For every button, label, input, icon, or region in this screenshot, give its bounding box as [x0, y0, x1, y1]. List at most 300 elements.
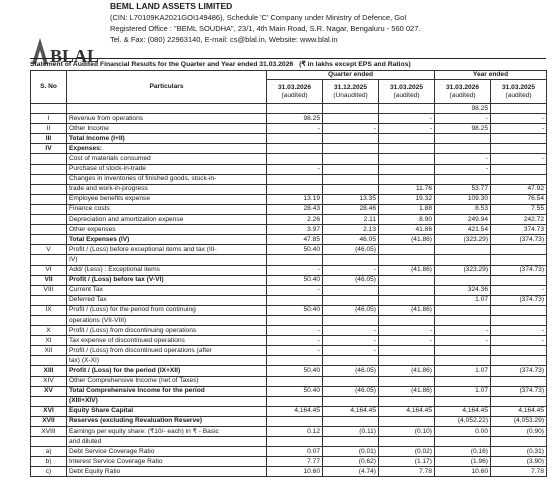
row-sno: X — [31, 326, 67, 336]
row-value: (41.86) — [379, 265, 435, 275]
table-row — [31, 346, 547, 356]
row-value: - — [435, 164, 491, 174]
row-particular: Other Income — [67, 124, 267, 134]
row-particular: Profit / (Loss) from discontinued operations (after — [67, 346, 267, 356]
row-particular: Debt Equity Ratio — [67, 467, 267, 477]
col-header-1: 31.12.2025 (Unaudited) — [323, 80, 379, 104]
sno-header: S. No — [31, 71, 67, 104]
table-row — [31, 174, 547, 184]
row-value: 7.55 — [491, 204, 547, 214]
row-value — [491, 305, 547, 315]
row-value: 0.12 — [267, 427, 323, 437]
row-value: (0.90) — [491, 427, 547, 437]
row-value: 4,164.45 — [491, 406, 547, 416]
row-value — [267, 255, 323, 265]
row-value: 0.07 — [267, 447, 323, 457]
row-sno: IX — [31, 305, 67, 315]
row-value: 50.40 — [267, 386, 323, 396]
row-value: 1.07 — [435, 366, 491, 376]
col-header-3: 31.03.2026 (audited) — [435, 80, 491, 104]
row-value: - — [267, 285, 323, 295]
row-value — [323, 437, 379, 447]
row-value: 50.40 — [267, 275, 323, 285]
row-value — [267, 315, 323, 325]
row-value — [435, 315, 491, 325]
row-value: 13.35 — [323, 194, 379, 204]
row-sno: III — [31, 134, 67, 144]
row-value — [491, 376, 547, 386]
row-sno: VIII — [31, 285, 67, 295]
row-particular: trade and work-in-progress — [67, 184, 267, 194]
statement-title: Statement of Audited Financial Results for the Quarter and Year ended 31.03.2026 — [30, 61, 294, 68]
row-sno — [31, 204, 67, 214]
table-row — [31, 366, 547, 376]
row-value: 7.78 — [379, 467, 435, 477]
row-value: 4,164.45 — [323, 406, 379, 416]
row-value: 7.77 — [267, 457, 323, 467]
row-value: 28.43 — [267, 204, 323, 214]
unit-note: (₹ in lakhs except EPS and Ratios) — [299, 61, 411, 68]
row-value — [491, 437, 547, 447]
row-sno: a) — [31, 447, 67, 457]
row-value: (0.31) — [491, 447, 547, 457]
row-particular: Interest Service Coverage Ratio — [67, 457, 267, 467]
row-value: 10.60 — [435, 467, 491, 477]
row-value — [323, 104, 379, 114]
row-value: (46.05) — [323, 386, 379, 396]
row-value: 47.85 — [267, 235, 323, 245]
row-particular: Profit / (Loss) for the period (IX+XII) — [67, 366, 267, 376]
row-value: (46.05) — [323, 275, 379, 285]
row-value — [435, 245, 491, 255]
row-value: 98.25 — [435, 104, 491, 114]
row-value: 28.46 — [323, 204, 379, 214]
row-value: 10.60 — [267, 467, 323, 477]
row-value: - — [267, 164, 323, 174]
row-value — [379, 174, 435, 184]
row-value — [267, 104, 323, 114]
row-sno — [31, 194, 67, 204]
statement-title-row — [30, 58, 546, 70]
table-row — [31, 336, 547, 346]
row-value — [379, 164, 435, 174]
row-sno — [31, 235, 67, 245]
row-sno: XIV — [31, 376, 67, 386]
row-particular: Profit / (Loss) before tax (V-VI) — [67, 275, 267, 285]
row-value: (46.05) — [323, 245, 379, 255]
row-value: 3.97 — [267, 225, 323, 235]
table-body — [31, 104, 547, 477]
row-particular: Revenue from operations — [67, 114, 267, 124]
table-row — [31, 235, 547, 245]
row-sno — [31, 295, 67, 305]
row-particular: Deferred Tax — [67, 295, 267, 305]
row-sno: b) — [31, 457, 67, 467]
row-particular: Other expenses — [67, 225, 267, 235]
row-value: - — [379, 114, 435, 124]
table-row — [31, 255, 547, 265]
row-value: 1.07 — [435, 295, 491, 305]
row-value: 242.72 — [491, 215, 547, 225]
table-row — [31, 144, 547, 154]
row-value — [491, 346, 547, 356]
table-row — [31, 225, 547, 235]
row-particular: Other Comprehensive Income (net of Taxes) — [67, 376, 267, 386]
row-value: 421.54 — [435, 225, 491, 235]
row-value: (3.90) — [491, 457, 547, 467]
row-value: 98.25 — [435, 124, 491, 134]
row-sno — [31, 154, 67, 164]
row-sno: VI — [31, 265, 67, 275]
row-value: (41.86) — [379, 366, 435, 376]
row-value: 1.07 — [435, 386, 491, 396]
row-value: 50.40 — [267, 366, 323, 376]
company-cin: (CIN: L70109KA2021GOI149486), Schedule 'C' Company under Ministry of Defence, GoI — [110, 13, 407, 22]
row-value: (41.86) — [379, 235, 435, 245]
row-particular: Purchase of stock-in-trade — [67, 164, 267, 174]
row-value: - — [267, 346, 323, 356]
table-row — [31, 427, 547, 437]
row-particular: Depreciation and amortization expense — [67, 215, 267, 225]
row-particular: Profit / (Loss) from discontinuing operations — [67, 326, 267, 336]
row-value — [491, 164, 547, 174]
row-value — [379, 285, 435, 295]
table-row — [31, 356, 547, 366]
row-sno: V — [31, 245, 67, 255]
row-sno — [31, 215, 67, 225]
table-row — [31, 386, 547, 396]
row-value: - — [267, 336, 323, 346]
row-sno — [31, 255, 67, 265]
row-value — [267, 416, 323, 426]
row-value — [379, 275, 435, 285]
row-value — [323, 114, 379, 124]
row-value — [323, 184, 379, 194]
table-row — [31, 396, 547, 406]
table-row — [31, 457, 547, 467]
row-value — [491, 356, 547, 366]
row-value — [435, 346, 491, 356]
row-particular: Total Expenses (IV) — [67, 235, 267, 245]
table-row — [31, 315, 547, 325]
row-particular: operations (VII-VIII) — [67, 315, 267, 325]
row-value — [435, 396, 491, 406]
row-value — [379, 144, 435, 154]
row-value: 50.40 — [267, 305, 323, 315]
row-value: - — [491, 326, 547, 336]
row-value — [379, 134, 435, 144]
company-name: BEML LAND ASSETS LIMITED — [110, 1, 233, 11]
table-row — [31, 437, 547, 447]
row-value — [435, 305, 491, 315]
row-value — [323, 134, 379, 144]
row-value: - — [323, 336, 379, 346]
row-value — [267, 134, 323, 144]
row-value — [435, 376, 491, 386]
table-row — [31, 376, 547, 386]
row-value — [267, 144, 323, 154]
table-row — [31, 326, 547, 336]
row-value — [267, 356, 323, 366]
row-value: 53.77 — [435, 184, 491, 194]
row-value — [435, 255, 491, 265]
row-value: (1.96) — [435, 457, 491, 467]
col-header-2: 31.03.2025 (audited) — [379, 80, 435, 104]
col-header-0: 31.03.2026 (audited) — [267, 80, 323, 104]
row-particular: tax) (X-XI) — [67, 356, 267, 366]
row-value — [267, 184, 323, 194]
logo-text: BLAL — [50, 46, 100, 66]
row-value — [267, 154, 323, 164]
row-value — [379, 396, 435, 406]
row-sno: VII — [31, 275, 67, 285]
row-value: 47.92 — [491, 184, 547, 194]
table-row — [31, 265, 547, 275]
row-sno: XVII — [31, 416, 67, 426]
row-value: (374.73) — [491, 295, 547, 305]
row-value: - — [323, 265, 379, 275]
row-value: 76.54 — [491, 194, 547, 204]
quarter-ended-header: Quarter ended — [267, 71, 435, 80]
row-value — [323, 376, 379, 386]
table-row — [31, 164, 547, 174]
company-header — [110, 1, 420, 45]
row-particular: Employee benefits expense — [67, 194, 267, 204]
row-value — [323, 295, 379, 305]
row-sno: XII — [31, 346, 67, 356]
row-value: - — [267, 326, 323, 336]
row-value: - — [435, 154, 491, 164]
row-particular: Expenses: — [67, 144, 267, 154]
row-value: (0.16) — [435, 447, 491, 457]
row-particular: IV) — [67, 255, 267, 265]
row-value: 41.86 — [379, 225, 435, 235]
row-value — [323, 416, 379, 426]
row-value: - — [323, 124, 379, 134]
row-value — [435, 356, 491, 366]
table-row — [31, 447, 547, 457]
row-value: - — [491, 154, 547, 164]
row-value — [323, 285, 379, 295]
row-value — [379, 356, 435, 366]
row-value — [267, 437, 323, 447]
table-row — [31, 184, 547, 194]
row-value: (374.73) — [491, 235, 547, 245]
row-particular — [67, 104, 267, 114]
row-value: (46.05) — [323, 366, 379, 376]
row-value: 98.25 — [267, 114, 323, 124]
row-value — [379, 416, 435, 426]
row-value: 19.32 — [379, 194, 435, 204]
row-particular: Reserves (excluding Revaluation Reserve) — [67, 416, 267, 426]
row-value: - — [491, 336, 547, 346]
table-row — [31, 215, 547, 225]
row-value — [379, 245, 435, 255]
row-value: (323.29) — [435, 235, 491, 245]
table-row — [31, 154, 547, 164]
row-sno — [31, 315, 67, 325]
table-row — [31, 134, 547, 144]
row-sno: XI — [31, 336, 67, 346]
row-sno — [31, 437, 67, 447]
row-value — [267, 295, 323, 305]
row-particular: Changes in inventories of finished goods, stock-in- — [67, 174, 267, 184]
table-row — [31, 245, 547, 255]
table-row — [31, 406, 547, 416]
row-sno — [31, 184, 67, 194]
row-value — [435, 275, 491, 285]
row-sno — [31, 174, 67, 184]
row-value — [379, 104, 435, 114]
row-particular: Debt Service Coverage Ratio — [67, 447, 267, 457]
row-particular: Total Comprehensive Income for the period — [67, 386, 267, 396]
row-particular: Earnings per equity share: (₹10/- each) in ₹ - Basic — [67, 427, 267, 437]
row-value: 11.76 — [379, 184, 435, 194]
row-value: (0.01) — [323, 447, 379, 457]
row-particular: Current Tax — [67, 285, 267, 295]
row-value — [323, 164, 379, 174]
row-value: - — [435, 326, 491, 336]
table-row — [31, 416, 547, 426]
table-row — [31, 124, 547, 134]
row-value — [323, 396, 379, 406]
row-sno: c) — [31, 467, 67, 477]
row-particular: Cost of materials consumed — [67, 154, 267, 164]
row-value — [267, 376, 323, 386]
row-value: 324.36 — [435, 285, 491, 295]
row-value: 374.73 — [491, 225, 547, 235]
row-value: - — [379, 336, 435, 346]
row-value: (0.02) — [379, 447, 435, 457]
col-header-4: 31.03.2025 (audited) — [491, 80, 547, 104]
row-value — [379, 437, 435, 447]
row-value: - — [491, 114, 547, 124]
row-value — [323, 315, 379, 325]
row-value: 50.40 — [267, 245, 323, 255]
row-value: (0.11) — [323, 427, 379, 437]
row-value — [379, 295, 435, 305]
row-particular: Equity Share Capital — [67, 406, 267, 416]
row-value: (41.86) — [379, 386, 435, 396]
row-value: 4,164.45 — [379, 406, 435, 416]
row-value — [379, 346, 435, 356]
table-row — [31, 295, 547, 305]
row-value: (323.29) — [435, 265, 491, 275]
row-value — [323, 144, 379, 154]
row-value — [491, 396, 547, 406]
row-value: 4,164.45 — [435, 406, 491, 416]
row-value: (1.17) — [379, 457, 435, 467]
row-value: 2.26 — [267, 215, 323, 225]
row-sno: XVI — [31, 406, 67, 416]
row-value: (4,052.22) — [435, 416, 491, 426]
row-value: - — [379, 124, 435, 134]
row-value: - — [379, 326, 435, 336]
row-value — [491, 134, 547, 144]
row-value: 109.30 — [435, 194, 491, 204]
row-value — [267, 174, 323, 184]
row-value — [267, 396, 323, 406]
row-value: 7.78 — [491, 467, 547, 477]
row-value — [491, 174, 547, 184]
row-value: (0.62) — [323, 457, 379, 467]
row-value: 13.19 — [267, 194, 323, 204]
row-value: - — [267, 265, 323, 275]
row-sno: I — [31, 114, 67, 124]
row-value: 249.94 — [435, 215, 491, 225]
row-sno — [31, 396, 67, 406]
row-value: 0.00 — [435, 427, 491, 437]
row-value: (46.05) — [323, 305, 379, 315]
row-sno — [31, 225, 67, 235]
row-particular: Tax expense of discontinued operations — [67, 336, 267, 346]
row-sno: II — [31, 124, 67, 134]
table-row — [31, 104, 547, 114]
row-value: 2.11 — [323, 215, 379, 225]
row-value — [379, 376, 435, 386]
table-row — [31, 204, 547, 214]
row-value: 1.88 — [379, 204, 435, 214]
row-value: - — [491, 285, 547, 295]
contact-info: Tel. & Fax: (080) 22963140, E-mail: cs@blal.in, Website: www.blal.in — [110, 35, 338, 44]
row-value: - — [491, 124, 547, 134]
row-value — [435, 174, 491, 184]
row-value — [435, 134, 491, 144]
row-value — [491, 315, 547, 325]
financial-results-table — [30, 70, 547, 477]
row-value — [491, 245, 547, 255]
row-value: - — [435, 336, 491, 346]
row-value — [491, 104, 547, 114]
row-value: (4.74) — [323, 467, 379, 477]
row-value — [435, 437, 491, 447]
row-sno: IV — [31, 144, 67, 154]
table-row — [31, 275, 547, 285]
row-value: 4,164.45 — [267, 406, 323, 416]
year-ended-header: Year ended — [435, 71, 547, 80]
row-value — [491, 144, 547, 154]
row-sno: XIII — [31, 366, 67, 376]
row-value — [379, 154, 435, 164]
row-particular: (XIII+XIV) — [67, 396, 267, 406]
row-value: 8.90 — [379, 215, 435, 225]
row-value: - — [267, 124, 323, 134]
row-value: - — [323, 326, 379, 336]
row-value: (41.86) — [379, 305, 435, 315]
row-value — [435, 144, 491, 154]
row-particular: Finance costs — [67, 204, 267, 214]
row-sno: XVIII — [31, 427, 67, 437]
row-sno — [31, 356, 67, 366]
row-particular: Total Income (I+II) — [67, 134, 267, 144]
row-value: 8.53 — [435, 204, 491, 214]
table-row — [31, 114, 547, 124]
row-value — [379, 315, 435, 325]
table-row — [31, 285, 547, 295]
row-sno — [31, 104, 67, 114]
row-value: - — [323, 346, 379, 356]
row-value — [379, 255, 435, 265]
row-particular: and diluted — [67, 437, 267, 447]
row-value — [323, 174, 379, 184]
row-value: (4,053.29) — [491, 416, 547, 426]
row-value: (374.73) — [491, 265, 547, 275]
row-particular: Profit / (Loss) for the period from continuing — [67, 305, 267, 315]
row-particular: Add/ (Less) : Exceptional items — [67, 265, 267, 275]
table-row — [31, 467, 547, 477]
row-value: (374.73) — [491, 366, 547, 376]
row-particular: Profit / (Loss) before exceptional items and tax (III- — [67, 245, 267, 255]
